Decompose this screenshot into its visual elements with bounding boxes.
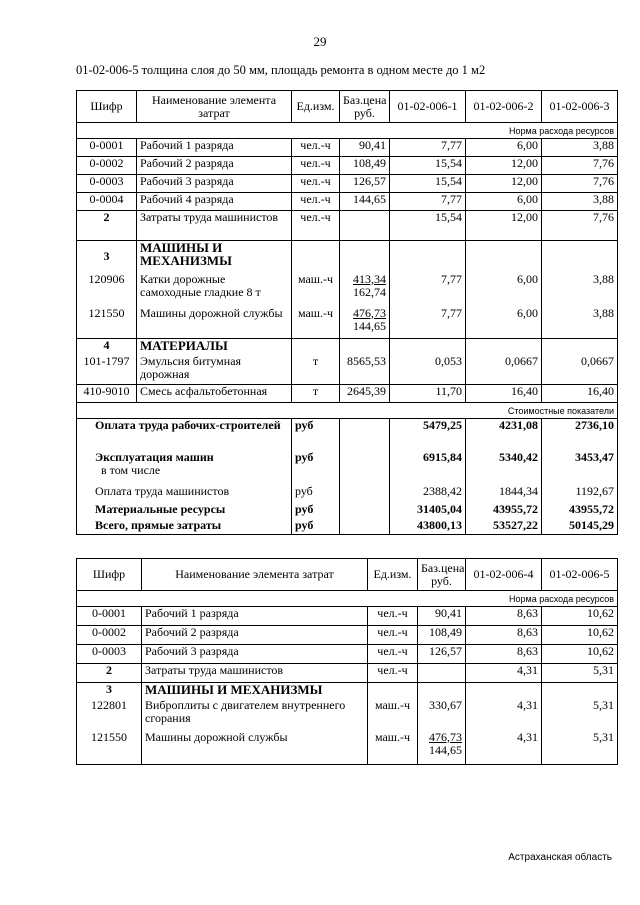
cost-value-2: 43955,72 xyxy=(466,503,542,519)
row-unit: чел.-ч xyxy=(292,175,340,193)
header-name: Наименование элемента затрат xyxy=(142,559,368,591)
cost-unit: руб xyxy=(292,451,340,485)
row-value-2: 10,62 xyxy=(542,645,618,664)
row-unit: маш.-ч xyxy=(368,731,418,765)
row-name: Машины дорожной службы xyxy=(142,731,368,765)
table-row xyxy=(77,273,618,307)
row-code: 0-0003 xyxy=(77,175,137,193)
row-value-1: 8,63 xyxy=(466,607,542,626)
row-code: 2 xyxy=(77,664,142,683)
row-code: 410-9010 xyxy=(77,385,137,403)
row-value-1: 15,54 xyxy=(390,175,466,193)
row-price: 8565,53 xyxy=(340,355,390,385)
cost-value-3: 50145,29 xyxy=(542,519,618,535)
row-value-1: 0,053 xyxy=(390,355,466,385)
row-name: Катки дорожные самоходные гладкие 8 т xyxy=(137,273,292,307)
row-code: 121550 xyxy=(77,307,137,339)
cost-value-2: 4231,08 xyxy=(466,419,542,451)
row-name: Затраты труда машинистов xyxy=(137,211,292,241)
section-title: МАШИНЫ И МЕХАНИЗМЫ xyxy=(142,683,368,699)
row-value-3: 7,76 xyxy=(542,211,618,241)
cost-value-1: 43800,13 xyxy=(390,519,466,535)
row-price xyxy=(418,731,466,765)
row-name: Рабочий 3 разряда xyxy=(142,645,368,664)
section-row xyxy=(77,241,618,273)
table-row xyxy=(77,355,618,385)
cost-row xyxy=(77,451,618,485)
row-price xyxy=(418,664,466,683)
row-value-2: 12,00 xyxy=(466,211,542,241)
row-unit: т xyxy=(292,385,340,403)
row-value-1: 4,31 xyxy=(466,664,542,683)
cost-name: Материальные ресурсы xyxy=(77,503,292,519)
row-price: 2645,39 xyxy=(340,385,390,403)
section-code: 3 xyxy=(77,241,137,273)
header-price: Баз.цена руб. xyxy=(340,91,390,123)
price-main: 476,73 xyxy=(353,305,386,320)
table-row xyxy=(77,699,618,731)
cost-value-1: 6915,84 xyxy=(390,451,466,485)
row-value-3: 3,88 xyxy=(542,307,618,339)
row-price: 126,57 xyxy=(418,645,466,664)
cost-name-sub: в том числе xyxy=(101,462,161,477)
row-price: 90,41 xyxy=(340,139,390,157)
region-footer: Астраханская область xyxy=(508,852,612,863)
row-value-2: 12,00 xyxy=(466,175,542,193)
row-name: Машины дорожной службы xyxy=(137,307,292,339)
row-value-2: 16,40 xyxy=(466,385,542,403)
row-value-1: 8,63 xyxy=(466,645,542,664)
row-unit: чел.-ч xyxy=(368,607,418,626)
table-row xyxy=(77,211,618,241)
cost-value-3: 1192,67 xyxy=(542,485,618,503)
row-name: Рабочий 2 разряда xyxy=(137,157,292,175)
cost-value-1: 5479,25 xyxy=(390,419,466,451)
section-title: МАШИНЫ И МЕХАНИЗМЫ xyxy=(137,241,292,273)
cost-value-1: 2388,42 xyxy=(390,485,466,503)
cost-row xyxy=(77,519,618,535)
row-value-1: 15,54 xyxy=(390,211,466,241)
row-name: Рабочий 1 разряда xyxy=(137,139,292,157)
row-value-3: 0,0667 xyxy=(542,355,618,385)
norm-label: Норма расхода ресурсов xyxy=(77,591,618,607)
table-row xyxy=(77,193,618,211)
header-code: Шифр xyxy=(77,559,142,591)
table-row xyxy=(77,175,618,193)
header-col-3: 01-02-006-3 xyxy=(542,91,618,123)
norm-label: Норма расхода ресурсов xyxy=(77,123,618,139)
row-code: 120906 xyxy=(77,273,137,307)
row-unit: чел.-ч xyxy=(292,157,340,175)
cost-name: Всего, прямые затраты xyxy=(77,519,292,535)
header-col-4: 01-02-006-4 xyxy=(466,559,542,591)
section-subtitle: 01-02-006-5 толщина слоя до 50 мм, площадь ремонта в одном месте до 1 м2 xyxy=(76,63,486,77)
row-value-2: 5,31 xyxy=(542,664,618,683)
row-unit: т xyxy=(292,355,340,385)
row-code: 0-0001 xyxy=(77,607,142,626)
table-row xyxy=(77,626,618,645)
row-value-2: 10,62 xyxy=(542,626,618,645)
row-unit: чел.-ч xyxy=(292,193,340,211)
page-number: 29 xyxy=(313,34,327,49)
row-value-1: 7,77 xyxy=(390,193,466,211)
table-row xyxy=(77,607,618,626)
row-price: 330,67 xyxy=(418,699,466,731)
row-name: Эмульсия битумная дорожная xyxy=(137,355,292,385)
table-row xyxy=(77,139,618,157)
row-name: Рабочий 2 разряда xyxy=(142,626,368,645)
row-unit: маш.-ч xyxy=(292,273,340,307)
row-unit: маш.-ч xyxy=(368,699,418,731)
row-code: 0-0004 xyxy=(77,193,137,211)
row-price: 108,49 xyxy=(340,157,390,175)
section-row xyxy=(77,683,618,699)
row-value-2: 0,0667 xyxy=(466,355,542,385)
header-unit: Ед.изм. xyxy=(368,559,418,591)
cost-value-3: 2736,10 xyxy=(542,419,618,451)
row-price xyxy=(340,273,390,307)
row-code: 2 xyxy=(77,211,137,241)
cost-name: Оплата труда машинистов xyxy=(77,485,292,503)
row-price xyxy=(340,307,390,339)
row-value-1: 4,31 xyxy=(466,731,542,765)
row-code: 0-0002 xyxy=(77,157,137,175)
rates-table-2 xyxy=(76,558,618,765)
section-title: МАТЕРИАЛЫ xyxy=(137,339,292,355)
section-code: 4 xyxy=(77,339,137,355)
row-value-2: 12,00 xyxy=(466,157,542,175)
cost-value-1: 31405,04 xyxy=(390,503,466,519)
cost-value-3: 3453,47 xyxy=(542,451,618,485)
row-code: 122801 xyxy=(77,699,142,731)
cost-row xyxy=(77,503,618,519)
price-sub: 144,65 xyxy=(353,318,386,333)
section-row xyxy=(77,339,618,355)
row-value-2: 10,62 xyxy=(542,607,618,626)
row-name: Рабочий 4 разряда xyxy=(137,193,292,211)
cost-unit: руб xyxy=(292,419,340,451)
cost-value-2: 1844,34 xyxy=(466,485,542,503)
row-code: 101-1797 xyxy=(77,355,137,385)
row-value-2: 6,00 xyxy=(466,193,542,211)
row-price: 144,65 xyxy=(340,193,390,211)
cost-label: Стоимостные показатели xyxy=(77,403,618,419)
cost-value-2: 53527,22 xyxy=(466,519,542,535)
row-value-2: 6,00 xyxy=(466,273,542,307)
row-value-1: 8,63 xyxy=(466,626,542,645)
row-value-3: 3,88 xyxy=(542,193,618,211)
row-name: Виброплиты с двигателем внутреннего сгорания xyxy=(142,699,368,731)
header-price: Баз.цена руб. xyxy=(418,559,466,591)
row-code: 0-0003 xyxy=(77,645,142,664)
row-unit: чел.-ч xyxy=(368,664,418,683)
table-row xyxy=(77,664,618,683)
cost-name-main: Эксплуатация машин xyxy=(95,449,214,464)
cost-row xyxy=(77,419,618,451)
row-price xyxy=(340,211,390,241)
header-col-2: 01-02-006-2 xyxy=(466,91,542,123)
cost-unit: руб xyxy=(292,503,340,519)
table-row xyxy=(77,645,618,664)
row-value-1: 4,31 xyxy=(466,699,542,731)
row-unit: маш.-ч xyxy=(292,307,340,339)
row-name: Рабочий 1 разряда xyxy=(142,607,368,626)
row-unit: чел.-ч xyxy=(368,645,418,664)
header-unit: Ед.изм. xyxy=(292,91,340,123)
cost-row xyxy=(77,485,618,503)
cost-name: Оплата труда рабочих-строителей xyxy=(77,419,292,451)
row-unit: чел.-ч xyxy=(292,139,340,157)
row-price: 126,57 xyxy=(340,175,390,193)
row-value-1: 7,77 xyxy=(390,307,466,339)
row-value-3: 3,88 xyxy=(542,139,618,157)
row-code: 0-0001 xyxy=(77,139,137,157)
header-code: Шифр xyxy=(77,91,137,123)
rates-table-1 xyxy=(76,90,618,535)
header-col-1: 01-02-006-1 xyxy=(390,91,466,123)
cost-value-2: 5340,42 xyxy=(466,451,542,485)
row-unit: чел.-ч xyxy=(368,626,418,645)
row-value-1: 15,54 xyxy=(390,157,466,175)
row-value-1: 7,77 xyxy=(390,139,466,157)
table-row xyxy=(77,307,618,339)
row-value-1: 7,77 xyxy=(390,273,466,307)
price-main: 413,34 xyxy=(353,271,386,286)
row-unit: чел.-ч xyxy=(292,211,340,241)
row-value-3: 7,76 xyxy=(542,157,618,175)
table-row xyxy=(77,157,618,175)
cost-value-3: 43955,72 xyxy=(542,503,618,519)
row-value-3: 7,76 xyxy=(542,175,618,193)
row-code: 121550 xyxy=(77,731,142,765)
header-col-5: 01-02-006-5 xyxy=(542,559,618,591)
table-row xyxy=(77,731,618,765)
row-value-2: 5,31 xyxy=(542,699,618,731)
row-name: Смесь асфальтобетонная xyxy=(137,385,292,403)
row-code: 0-0002 xyxy=(77,626,142,645)
row-value-2: 5,31 xyxy=(542,731,618,765)
price-sub: 144,65 xyxy=(429,742,462,757)
row-value-2: 6,00 xyxy=(466,307,542,339)
cost-unit: руб xyxy=(292,519,340,535)
price-main: 476,73 xyxy=(429,729,462,744)
header-name: Наименование элемента затрат xyxy=(137,91,292,123)
row-value-3: 3,88 xyxy=(542,273,618,307)
row-value-1: 11,70 xyxy=(390,385,466,403)
price-sub: 162,74 xyxy=(353,284,386,299)
row-value-3: 16,40 xyxy=(542,385,618,403)
table-row xyxy=(77,385,618,403)
row-value-2: 6,00 xyxy=(466,139,542,157)
cost-name xyxy=(77,451,292,485)
row-price: 108,49 xyxy=(418,626,466,645)
section-code: 3 xyxy=(77,683,142,699)
cost-unit: руб xyxy=(292,485,340,503)
row-name: Затраты труда машинистов xyxy=(142,664,368,683)
row-price: 90,41 xyxy=(418,607,466,626)
row-name: Рабочий 3 разряда xyxy=(137,175,292,193)
